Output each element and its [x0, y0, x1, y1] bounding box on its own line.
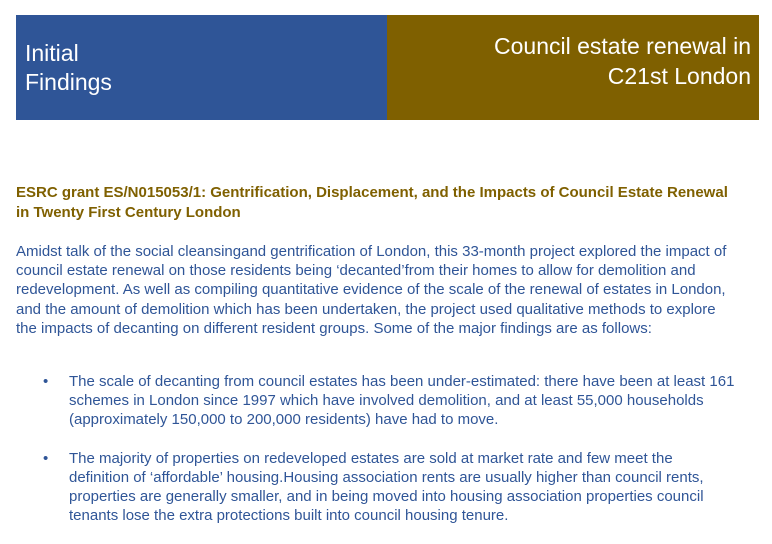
finding-text: The scale of decanting from council estates has been under-estimated: there have been at least 161 schemes in London since 1997 which have involved demolition, and at least 55,000 households (approximately 150,000 to 200,000 residents) have had to move. [69, 373, 735, 429]
banner-right-panel [387, 15, 759, 120]
grant-heading: ESRC grant ES/N015053/1: Gentrification, Displacement, and the Impacts of Council Estate Renewal in Twenty First Century London [16, 184, 728, 221]
finding-item [16, 372, 736, 430]
bullet-icon: • [43, 449, 49, 467]
banner-left-panel [16, 15, 387, 120]
intro-paragraph: Amidst talk of the social cleansingand gentrification of London, this 33-month project explored the impact of council estate renewal on those residents being ‘decanted’from their homes to allow for demolition and redevelopment. As well as compiling quantitative evidence of the scale of the renewal of estates in London, and the amount of demolition which has been undertaken, the project used qualitative methods to explore the impacts of decanting on different resident groups. Some of the major findings are as follows: [16, 243, 727, 337]
title-banner [16, 15, 759, 120]
document-title: Council estate renewal in C21st London [494, 33, 751, 89]
finding-item [16, 449, 736, 526]
section-title: Initial Findings [25, 40, 112, 95]
finding-text: The majority of properties on redeveloped estates are sold at market rate and few meet the definition of ‘affordable’ housing.Housing association rents are usually higher than council rents, properties are generally smaller, and in being moved into housing association properties council tenants lose the extra protections built into council housing tenure. [69, 449, 704, 525]
findings-list [16, 372, 736, 544]
bullet-icon: • [43, 373, 49, 390]
